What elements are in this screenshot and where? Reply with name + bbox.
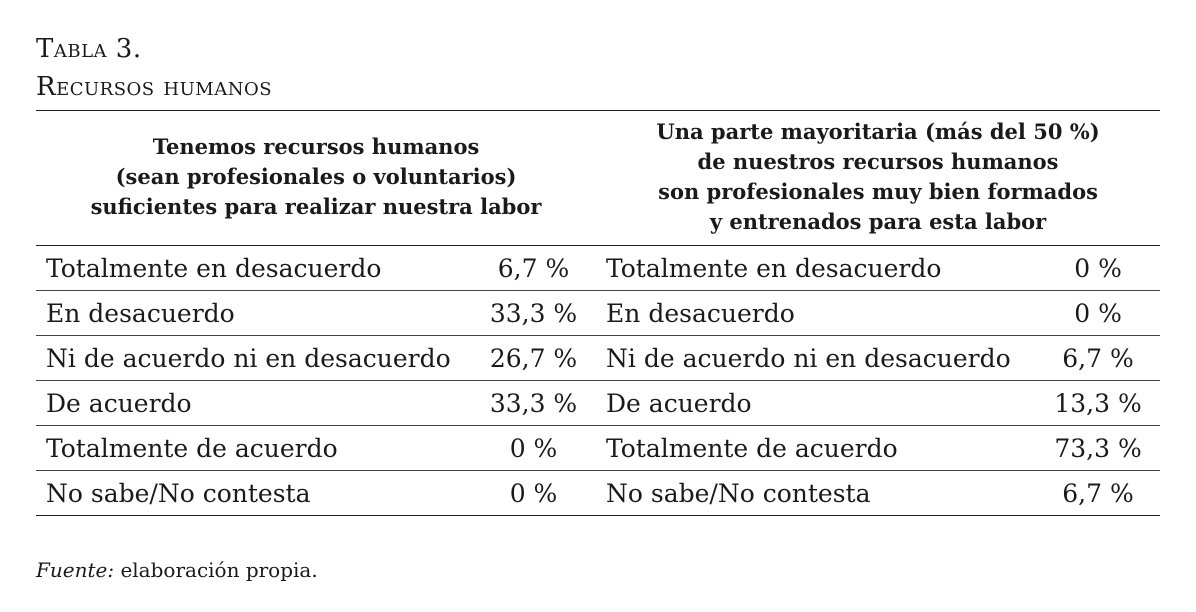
table-row: [36, 291, 1160, 336]
left-label: Totalmente en desacuerdo: [36, 246, 471, 291]
right-value: 0 %: [1036, 291, 1160, 336]
table-row: [36, 246, 1160, 291]
table-row: [36, 336, 1160, 381]
left-value: 26,7 %: [471, 336, 596, 381]
right-value: 6,7 %: [1036, 336, 1160, 381]
right-value: 0 %: [1036, 246, 1160, 291]
table-number: Tabla 3.: [36, 34, 142, 64]
right-column-header: Una parte mayoritaria (más del 50 %) de nuestros recursos humanos son profesionales muy bien formados y entrenados para esta labor: [596, 111, 1160, 246]
right-label: Ni de acuerdo ni en desacuerdo: [596, 336, 1036, 381]
left-label: En desacuerdo: [36, 291, 471, 336]
left-label: No sabe/No contesta: [46, 478, 311, 508]
right-value: 73,3 %: [1036, 426, 1160, 471]
source-note: [36, 558, 318, 582]
header-row: [36, 111, 1160, 246]
right-value: 6,7 %: [1062, 478, 1134, 508]
table-caption: [36, 30, 272, 106]
right-label: De acuerdo: [596, 381, 1036, 426]
left-value: 6,7 %: [471, 246, 596, 291]
left-value: 0 %: [509, 478, 558, 508]
right-value: 13,3 %: [1036, 381, 1160, 426]
right-label: Totalmente de acuerdo: [596, 426, 1036, 471]
right-label: En desacuerdo: [596, 291, 1036, 336]
table-title: Recursos humanos: [36, 72, 273, 102]
resources-table: [36, 110, 1160, 516]
right-label: No sabe/No contesta: [606, 478, 871, 508]
left-label: Totalmente de acuerdo: [36, 426, 471, 471]
source-text: elaboración propia.: [120, 558, 318, 582]
left-label: Ni de acuerdo ni en desacuerdo: [36, 336, 471, 381]
left-label: De acuerdo: [36, 381, 471, 426]
left-value: 33,3 %: [471, 381, 596, 426]
table-row: [36, 426, 1160, 471]
right-label: Totalmente en desacuerdo: [596, 246, 1036, 291]
table-row: [36, 471, 1160, 516]
table-row: [36, 381, 1160, 426]
left-value: 0 %: [471, 426, 596, 471]
source-label: Fuente:: [36, 558, 115, 582]
left-column-header: Tenemos recursos humanos (sean profesionales o voluntarios) suficientes para realizar nuestra labor: [36, 111, 596, 246]
left-value: 33,3 %: [471, 291, 596, 336]
